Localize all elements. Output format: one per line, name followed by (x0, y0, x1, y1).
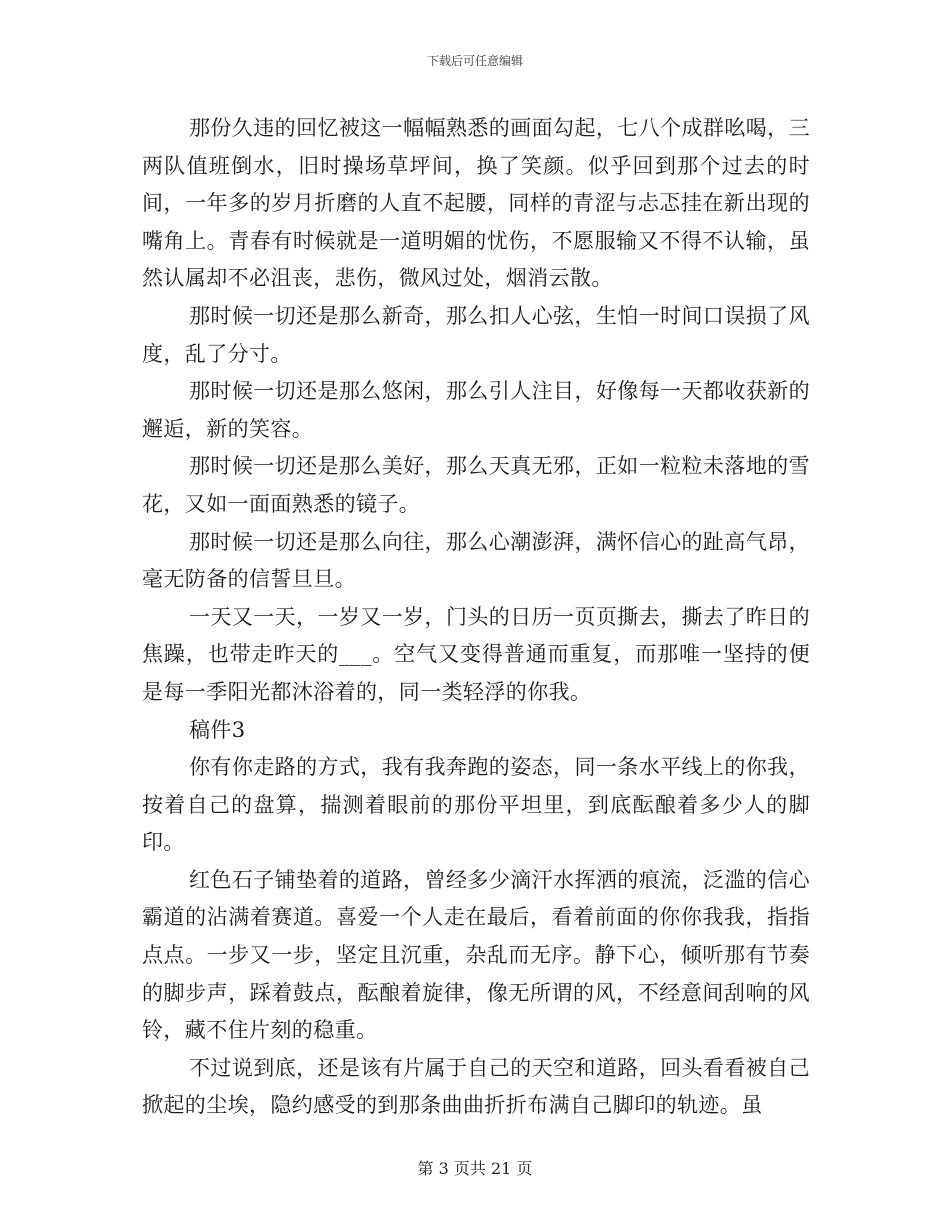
paragraph-2: 那时候一切还是那么新奇，那么扣人心弦，生怕一时间口误损了风度，乱了分寸。 (142, 303, 810, 366)
paragraph-7: 你有你走路的方式，我有我奔跑的姿态，同一条水平线上的你我，按着自己的盘算，揣测着眼前的那份平坦里，到底酝酿着多少人的脚印。 (142, 755, 810, 855)
paragraph-5: 那时候一切还是那么向往，那么心潮澎湃，满怀信心的趾高气昂，毫无防备的信誓旦旦。 (142, 529, 810, 592)
section-heading: 稿件3 (189, 717, 246, 742)
paragraph-4: 那时候一切还是那么美好，那么天真无邪，正如一粒粒未落地的雪花，又如一面面熟悉的镜子。 (142, 454, 810, 516)
paragraph-6: 一天又一天，一岁又一岁，门头的日历一页页撕去，撕去了昨日的焦躁，也带走昨天的___。空气又变得普通而重复，而那唯一坚持的便是每一季阳光都沐浴着的，同一类轻浮的你我。 (142, 604, 810, 704)
page-footer: 第 3 页共 21 页 (417, 1159, 533, 1178)
paragraph-1: 那份久违的回忆被这一幅幅熟悉的画面勾起，七八个成群吆喝，三两队值班倒水，旧时操场草坪间，换了笑颜。似乎回到那个过去的时间，一年多的岁月折磨的人直不起腰，同样的青涩与忐忑挂在新出现的嘴角上。青春有时候就是一道明媚的忧伤，不愿服输又不得不认输，虽然认属却不必沮丧，悲伤，微风过处，烟消云散。 (142, 116, 810, 291)
paragraph-8: 红色石子铺垫着的道路，曾经多少滴汗水挥洒的痕流，泛滥的信心霸道的沾满着赛道。喜爱一个人走在最后，看着前面的你你我我，指指点点。一步又一步，坚定且沉重，杂乱而无序。静下心，倾听那有节奏的脚步声，踩着鼓点，酝酿着旋律，像无所谓的风，不经意间刮响的风铃，藏不住片刻的稳重。 (142, 867, 810, 1043)
paragraph-3: 那时候一切还是那么悠闲，那么引人注目，好像每一天都收获新的邂逅，新的笑容。 (142, 379, 810, 441)
page-header: 下载后可任意编辑 (426, 54, 523, 68)
paragraph-9: 不过说到底，还是该有片属于自己的天空和道路，回头看看被自己掀起的尘埃，隐约感受的到那条曲曲折折布满自己脚印的轨迹。虽 (142, 1055, 810, 1118)
document-body (142, 110, 810, 1125)
